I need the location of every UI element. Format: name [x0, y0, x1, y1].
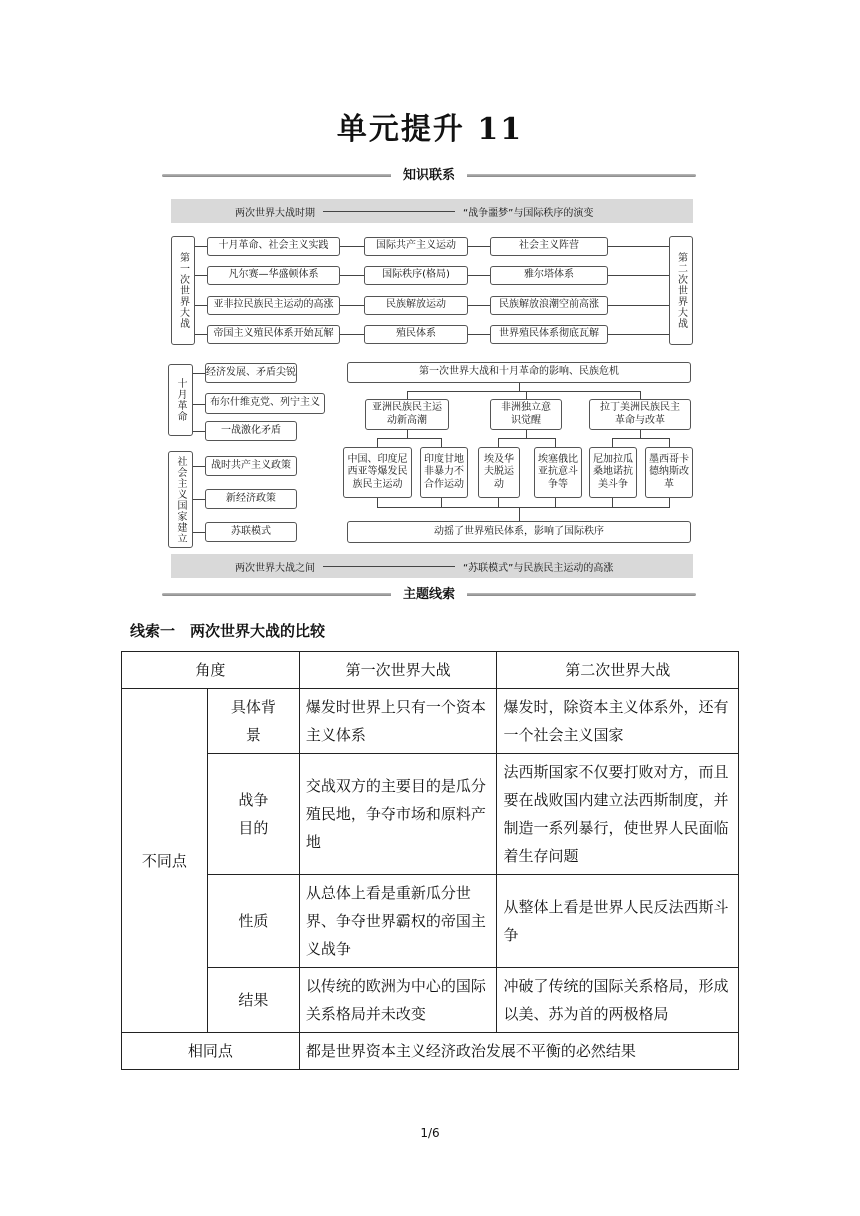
section-header-label: 主题线索 — [391, 587, 467, 602]
right-col-item: 民族解放浪潮空前高涨 — [490, 296, 608, 315]
same-label: 相同点 — [122, 1033, 300, 1070]
socialism-item: 新经济政策 — [205, 489, 297, 509]
leaf-box: 埃及华夫脱运动 — [478, 447, 520, 498]
october-label: 十月革命 — [168, 364, 193, 436]
aspect-cell: 性质 — [207, 875, 299, 968]
left-col-item: 凡尔赛—华盛顿体系 — [207, 266, 340, 285]
left-col-item: 十月革命、社会主义实践 — [207, 237, 340, 256]
subheading: 线索一 两次世界大战的比较 — [130, 622, 326, 640]
same-text: 都是世界资本主义经济政治发展不平衡的必然结果 — [299, 1033, 738, 1070]
leaf-box: 尼加拉瓜桑地诺抗美斗争 — [589, 447, 637, 498]
group-label: 不同点 — [122, 689, 208, 1033]
october-item: 经济发展、矛盾尖锐 — [205, 363, 297, 383]
table-header-row — [122, 652, 739, 689]
socialism-item: 苏联模式 — [205, 522, 297, 542]
mid-col-item: 国际共产主义运动 — [364, 237, 468, 256]
band-bottom-right: “苏联模式”与民族民主运动的高涨 — [463, 562, 614, 574]
mid-col-item: 民族解放运动 — [364, 296, 468, 315]
band-bottom-left: 两次世界大战之间 — [235, 562, 315, 574]
ww2-cell: 爆发时，除资本主义体系外，还有一个社会主义国家 — [497, 689, 739, 754]
section-header-knowledge — [162, 164, 696, 186]
leaf-box: 埃塞俄比亚抗意斗争等 — [534, 447, 582, 498]
mid-col-item: 国际秩序(格局) — [364, 266, 468, 285]
aspect-cell: 结果 — [207, 968, 299, 1033]
region-box: 亚洲民族民主运动新高潮 — [365, 399, 449, 430]
ww2-cell: 法西斯国家不仅要打败对方，而且要在战败国内建立法西斯制度，并制造一系列暴行，使世界人民面临着生存问题 — [497, 754, 739, 875]
table-row — [122, 754, 739, 875]
ww1-cell: 以传统的欧洲为中心的国际关系格局并未改变 — [299, 968, 497, 1033]
header-cell: 角度 — [122, 652, 300, 689]
leaf-box: 中国、印度尼西亚等爆发民族民主运动 — [343, 447, 412, 498]
aspect-cell: 具体背景 — [207, 689, 299, 754]
mid-col-item: 殖民体系 — [364, 325, 468, 344]
ww2-cell: 从整体上看是世界人民反法西斯斗争 — [497, 875, 739, 968]
section-header-theme — [162, 583, 696, 605]
impact-title: 第一次世界大战和十月革命的影响、民族危机 — [347, 362, 691, 383]
header-cell: 第二次世界大战 — [497, 652, 739, 689]
right-col-item: 社会主义阵营 — [490, 237, 608, 256]
leaf-box: 墨西哥卡德纳斯改革 — [645, 447, 693, 498]
ww1-cell: 从总体上看是重新瓜分世界、争夺世界霸权的帝国主义战争 — [299, 875, 497, 968]
result-box: 动摇了世界殖民体系，影响了国际秩序 — [347, 521, 691, 543]
ww1-cell: 交战双方的主要目的是瓜分殖民地，争夺市场和原料产地 — [299, 754, 497, 875]
leaf-box: 印度甘地非暴力不合作运动 — [420, 447, 468, 498]
socialism-label: 社会主义国家建立 — [168, 451, 193, 548]
october-item: 一战激化矛盾 — [205, 421, 297, 441]
right-col-item: 雅尔塔体系 — [490, 266, 608, 285]
band-bottom — [171, 554, 693, 578]
comparison-table — [121, 651, 739, 1070]
table-row — [122, 1033, 739, 1070]
left-col-item: 帝国主义殖民体系开始瓦解 — [207, 325, 340, 344]
page-number: 1/6 — [420, 1126, 440, 1140]
left-col-item: 亚非拉民族民主运动的高涨 — [207, 296, 340, 315]
ww1-label: 第一次世界大战 — [171, 236, 195, 345]
table-row — [122, 968, 739, 1033]
band-top-left: 两次世界大战时期 — [235, 207, 315, 219]
socialism-item: 战时共产主义政策 — [205, 456, 297, 476]
section-header-label: 知识联系 — [391, 168, 467, 183]
ww2-cell: 冲破了传统的国际关系格局，形成以美、苏为首的两极格局 — [497, 968, 739, 1033]
table-row — [122, 875, 739, 968]
october-item: 布尔什维克党、列宁主义 — [205, 393, 325, 414]
band-top — [171, 199, 693, 223]
ww1-cell: 爆发时世界上只有一个资本主义体系 — [299, 689, 497, 754]
ww2-label: 第二次世界大战 — [669, 236, 693, 345]
aspect-cell: 战争目的 — [207, 754, 299, 875]
table-row — [122, 689, 739, 754]
right-col-item: 世界殖民体系彻底瓦解 — [490, 325, 608, 344]
band-top-right: “战争噩梦”与国际秩序的演变 — [463, 207, 594, 219]
region-box: 拉丁美洲民族民主革命与改革 — [589, 399, 691, 430]
page-title: 单元提升 11 — [336, 112, 524, 147]
header-cell: 第一次世界大战 — [299, 652, 497, 689]
region-box: 非洲独立意识觉醒 — [490, 399, 562, 430]
